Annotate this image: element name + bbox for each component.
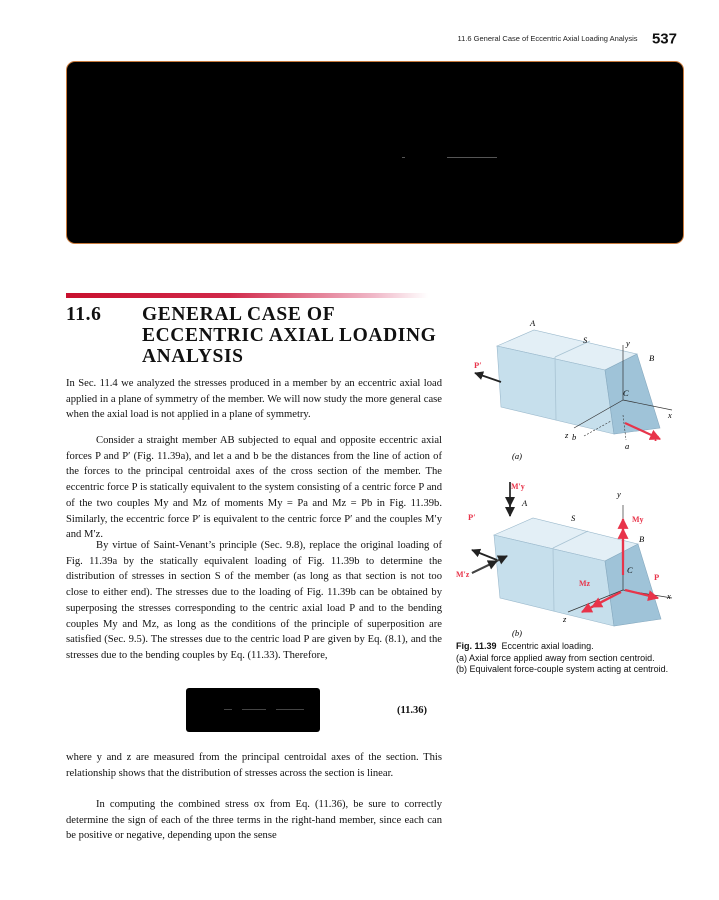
label-y: y (617, 489, 621, 499)
equation-number: (11.36) (397, 705, 428, 716)
caption-title: Eccentric axial loading. (501, 641, 594, 651)
label-mz-prime: M′z (456, 570, 470, 579)
label-b-point: B (639, 534, 645, 544)
label-my: My (632, 515, 644, 524)
force-p-prime-arrow (475, 373, 501, 382)
figure-panel-b (456, 482, 672, 638)
label-z: z (565, 430, 569, 440)
label-c: C (627, 565, 633, 575)
figure-caption (456, 641, 688, 676)
label-p-prime: P′ (468, 512, 476, 522)
sublabel-a: (a) (512, 451, 522, 461)
beam-end-face (605, 354, 660, 434)
paragraph-2: Consider a straight member AB subjected to equal and opposite eccentric axial forces P and P′ (Fig. 11.39a), and let a and b be the distances from the line of action of the forces to the principal centroidal axes of the cross section of the member. The eccentric force P is statically equivalent to the system consisting of a centric force P and of the two couples My and Mz of moments My = Pa and Mz = Pb in Fig. 11.39b. Similarly, the eccentric force P′ is equivalent to the centric force P′ and the couples M′y and M′z. (66, 435, 442, 541)
caption-b: (b) Equivalent force-couple system acting at centroid. (456, 664, 669, 675)
label-a-dist: a (625, 441, 630, 451)
figure-panel-a (474, 318, 672, 461)
paragraph-4: where y and z are measured from the principal centroidal axes of the section. This relationship shows that the distribution of stresses across the section is linear. (66, 752, 442, 779)
running-head-section: 11.6 General Case of Eccentric Axial Loading Analysis (457, 34, 638, 44)
label-x: x (667, 591, 671, 601)
label-p-prime: P′ (474, 360, 482, 370)
label-b-point: B (649, 353, 655, 363)
label-b-dist: b (572, 432, 577, 442)
caption-label: Fig. 11.39 (456, 641, 497, 651)
label-x: x (668, 410, 672, 420)
label-y: y (626, 338, 630, 348)
section-number: 11.6 (66, 304, 102, 325)
label-my-prime: M′y (511, 482, 525, 491)
paragraph-5: In computing the combined stress σx from Eq. (11.36), be sure to correctly determine the sign of each of the three terms in the right-hand member, since each can be positive or negative, depending upon the sense (66, 799, 442, 842)
caption-a: (a) Axial force applied away from section centroid. (456, 652, 655, 663)
section-title: GENERAL CASE OF ECCENTRIC AXIAL LOADING ANALYSIS (142, 304, 437, 367)
force-p-prime-arrow (472, 550, 497, 560)
label-s: S (571, 513, 576, 523)
label-p: P (654, 572, 660, 582)
moment-mz-prime-arrow-head-2 (472, 561, 497, 573)
page-number: 537 (651, 30, 677, 48)
label-p: P (654, 433, 660, 443)
label-a-point: A (530, 318, 536, 328)
label-mz: Mz (579, 579, 591, 588)
sublabel-b: (b) (512, 628, 522, 638)
label-c: C (623, 388, 629, 398)
label-z: z (563, 614, 567, 624)
label-a-point: A (522, 498, 528, 508)
paragraph-1: In Sec. 11.4 we analyzed the stresses produced in a member by an eccentric axial load applied in a plane of symmetry of the member. We will now study the more general case when the axial load is not applied in a plane of symmetry. (66, 378, 442, 421)
paragraph-3: By virtue of Saint-Venant’s principle (Sec. 9.8), replace the original loading of Fig. 11.39a by the statically equivalent loading of Fig. 11.39b to determine the distribution of stresses in section S of the member (as long as that section is not too close to either end). The stresses due to the loading of Fig. 11.39b can be obtained by superposing the stresses corresponding to the centric axial load P and to the bending couples My and Mz, as long as the conditions of the principle of superposition are satisfied (Sec. 9.5). The stresses due to the centric load P are given by Eq. (8.1), and the stresses due to the bending couples by Eq. (11.33). Therefore, (66, 540, 442, 661)
label-s: S (583, 335, 588, 345)
